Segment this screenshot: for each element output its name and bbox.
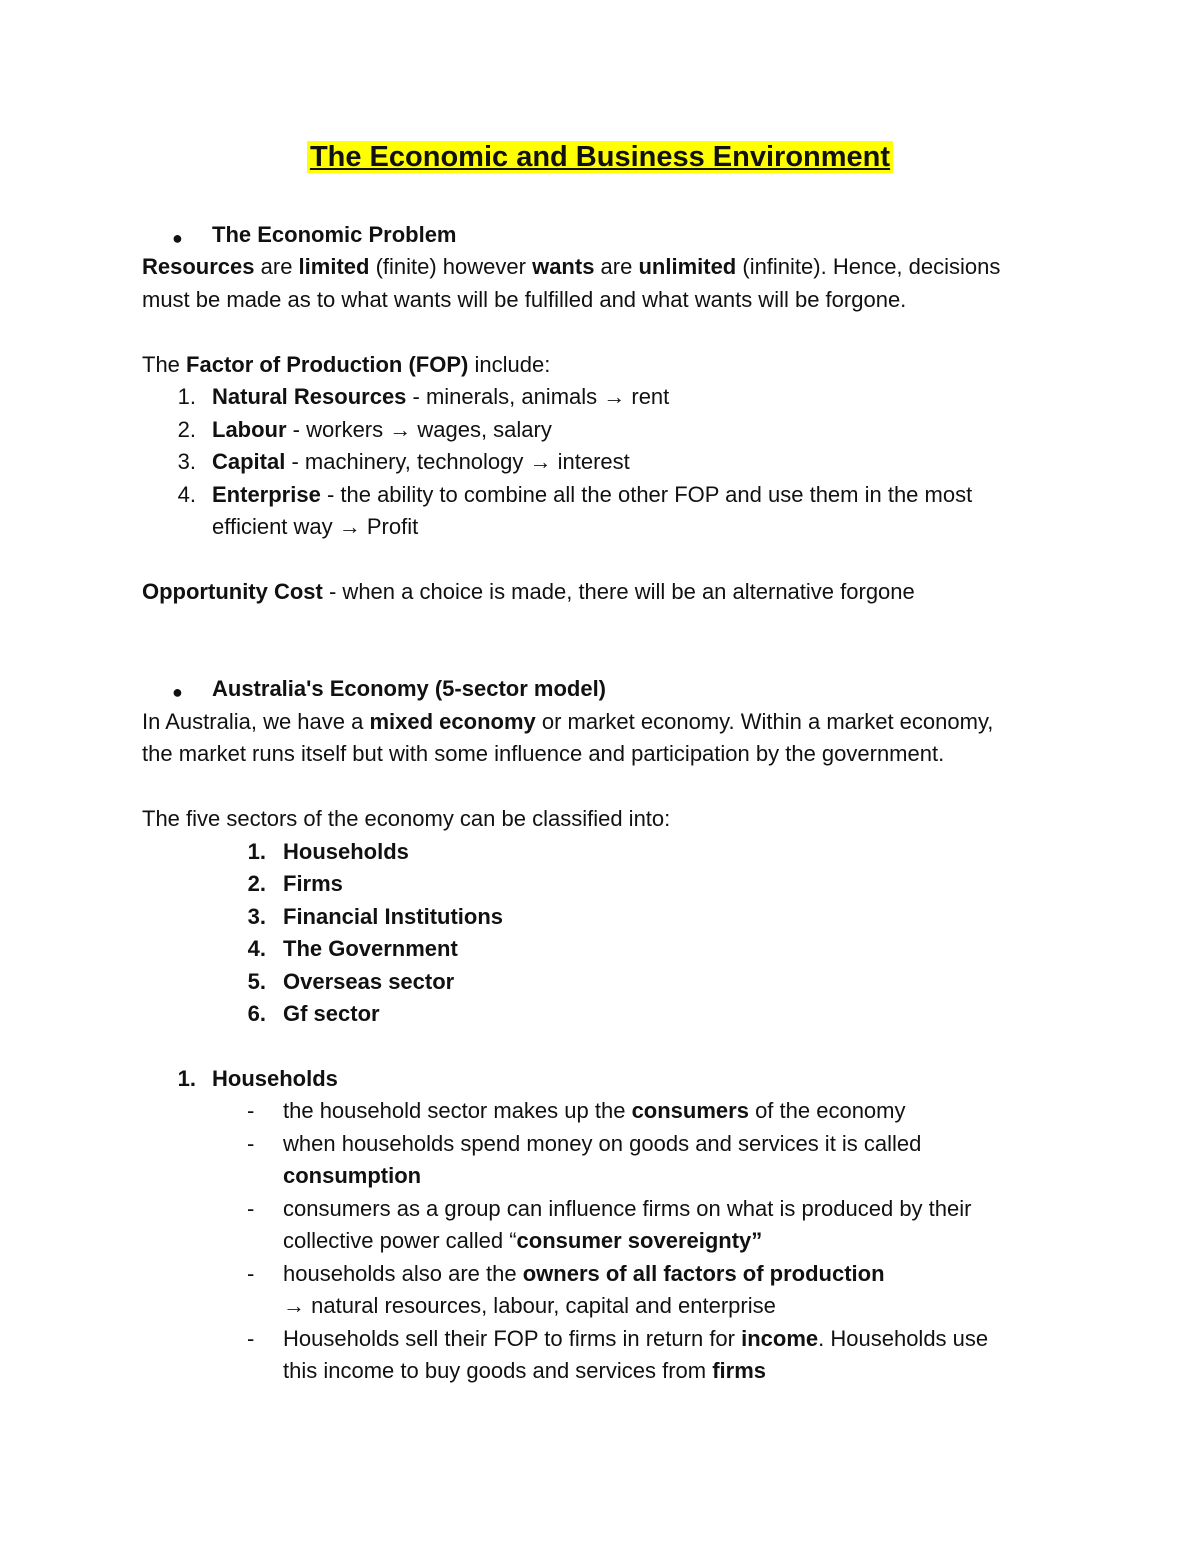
households-point-continuation: → natural resources, labour, capital and enterprise bbox=[283, 1293, 776, 1318]
paragraph-mixed-economy-line2: the market runs itself but with some influence and participation by the government. bbox=[142, 741, 945, 766]
page-title: The Economic and Business Environment bbox=[0, 141, 1200, 174]
section-heading-economic-problem: The Economic Problem bbox=[212, 222, 457, 247]
households-point: the household sector makes up the consumers of the economy bbox=[283, 1098, 906, 1123]
fop-intro: The Factor of Production (FOP) include: bbox=[142, 352, 551, 377]
households-point: when households spend money on goods and services it is called bbox=[283, 1131, 922, 1156]
sector-item: The Government bbox=[283, 936, 458, 961]
dash-icon: - bbox=[247, 1326, 255, 1351]
list-number: 2. bbox=[177, 417, 196, 442]
list-number: 1. bbox=[177, 1066, 196, 1091]
bullet-icon: ● bbox=[172, 228, 183, 248]
section-heading-australia-economy: Australia's Economy (5-sector model) bbox=[212, 676, 607, 701]
dash-icon: - bbox=[247, 1261, 255, 1286]
list-item-continuation: efficient way → Profit bbox=[212, 514, 419, 539]
list-item: Capital - machinery, technology → interest bbox=[212, 449, 630, 474]
sectors-intro: The five sectors of the economy can be classified into: bbox=[142, 806, 671, 831]
households-point-continuation: this income to buy goods and services from firms bbox=[283, 1358, 767, 1383]
households-point-continuation: consumption bbox=[283, 1163, 422, 1188]
list-number: 3. bbox=[247, 904, 266, 929]
sector-item: Gf sector bbox=[283, 1001, 380, 1026]
dash-icon: - bbox=[247, 1098, 255, 1123]
households-heading: Households bbox=[212, 1066, 338, 1091]
households-point-continuation: collective power called “consumer sovereignty” bbox=[283, 1228, 763, 1253]
list-number: 1. bbox=[247, 839, 266, 864]
paragraph-mixed-economy: In Australia, we have a mixed economy or market economy. Within a market economy, bbox=[142, 709, 994, 734]
list-item: Enterprise - the ability to combine all the other FOP and use them in the most bbox=[212, 482, 973, 507]
dash-icon: - bbox=[247, 1196, 255, 1221]
list-number: 2. bbox=[247, 871, 266, 896]
list-number: 1. bbox=[177, 384, 196, 409]
list-number: 3. bbox=[177, 449, 196, 474]
bullet-icon: ● bbox=[172, 682, 183, 702]
opportunity-cost: Opportunity Cost - when a choice is made, there will be an alternative forgone bbox=[142, 579, 915, 604]
sector-item: Overseas sector bbox=[283, 969, 455, 994]
sector-item: Financial Institutions bbox=[283, 904, 504, 929]
list-number: 4. bbox=[177, 482, 196, 507]
list-number: 6. bbox=[247, 1001, 266, 1026]
list-item: Labour - workers → wages, salary bbox=[212, 417, 552, 442]
dash-icon: - bbox=[247, 1131, 255, 1156]
paragraph-economic-problem: Resources are limited (finite) however wants are unlimited (infinite). Hence, decisions bbox=[142, 254, 1001, 279]
households-point: consumers as a group can influence firms on what is produced by their bbox=[283, 1196, 972, 1221]
list-item: Natural Resources - minerals, animals → rent bbox=[212, 384, 670, 409]
households-point: Households sell their FOP to firms in return for income. Households use bbox=[283, 1326, 989, 1351]
paragraph-economic-problem-line2: must be made as to what wants will be fulfilled and what wants will be forgone. bbox=[142, 287, 907, 312]
sector-item: Households bbox=[283, 839, 409, 864]
list-number: 5. bbox=[247, 969, 266, 994]
list-number: 4. bbox=[247, 936, 266, 961]
households-point: households also are the owners of all factors of production bbox=[283, 1261, 885, 1286]
sector-item: Firms bbox=[283, 871, 343, 896]
